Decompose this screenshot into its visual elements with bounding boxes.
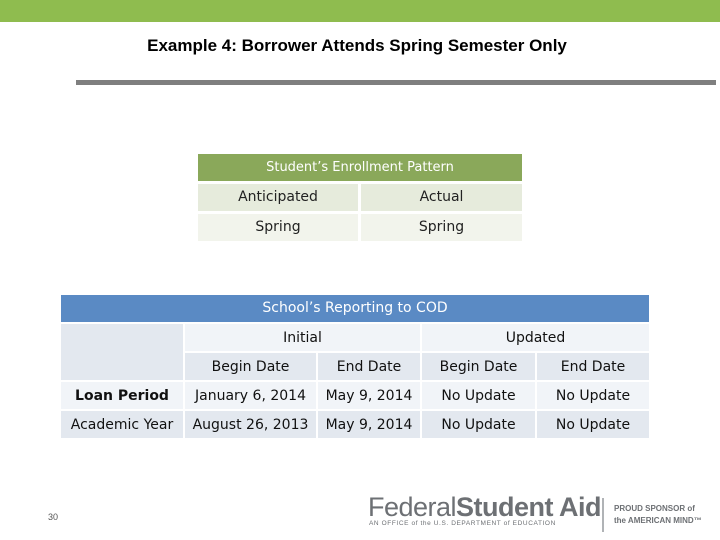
- cod-cell: No Update: [537, 411, 649, 438]
- cod-cell: No Update: [422, 382, 535, 409]
- fsa-logo-student-aid: Student Aid: [456, 492, 602, 522]
- cod-grid: [61, 322, 649, 442]
- cod-sub-begin-updated: Begin Date: [422, 353, 535, 380]
- enrollment-table: [198, 154, 522, 241]
- cod-cell: January 6, 2014: [185, 382, 316, 409]
- cod-cell: No Update: [422, 411, 535, 438]
- cod-header: School’s Reporting to COD: [61, 295, 649, 322]
- cod-cell: No Update: [537, 382, 649, 409]
- top-band: [0, 0, 720, 22]
- fsa-logo-subtitle: AN OFFICE of the U.S. DEPARTMENT of EDUCATION: [369, 520, 556, 527]
- slide-title: Example 4: Borrower Attends Spring Semester Only: [147, 36, 567, 55]
- fsa-logo: [368, 492, 601, 523]
- enrollment-cell-anticipated: Spring: [198, 214, 358, 241]
- title-rule: [76, 80, 716, 85]
- enrollment-col-anticipated: Anticipated: [198, 184, 358, 211]
- cod-group-updated: Updated: [422, 324, 649, 351]
- cod-sub-begin-initial: Begin Date: [185, 353, 316, 380]
- sponsor-text: [614, 503, 702, 527]
- cod-row-label-academic-year: Academic Year: [61, 411, 183, 438]
- enrollment-cell-actual: Spring: [361, 214, 522, 241]
- fsa-logo-federal: Federal: [368, 492, 457, 522]
- cod-sub-end-initial: End Date: [318, 353, 420, 380]
- logo-divider: [602, 498, 604, 532]
- enrollment-data-row: [198, 214, 522, 241]
- cod-table: [61, 295, 649, 442]
- enrollment-header: Student’s Enrollment Pattern: [198, 154, 522, 181]
- cod-cell: May 9, 2014: [318, 382, 420, 409]
- cod-corner-cell: [61, 324, 183, 380]
- cod-cell: May 9, 2014: [318, 411, 420, 438]
- cod-group-initial: Initial: [185, 324, 420, 351]
- enrollment-column-row: [198, 184, 522, 211]
- sponsor-line-1: PROUD SPONSOR of: [614, 504, 695, 513]
- page-number: 30: [48, 512, 59, 522]
- cod-cell: August 26, 2013: [185, 411, 316, 438]
- cod-row-label-loan-period: Loan Period: [61, 382, 183, 409]
- enrollment-col-actual: Actual: [361, 184, 522, 211]
- sponsor-line-2: the AMERICAN MIND™: [614, 516, 702, 525]
- cod-sub-end-updated: End Date: [537, 353, 649, 380]
